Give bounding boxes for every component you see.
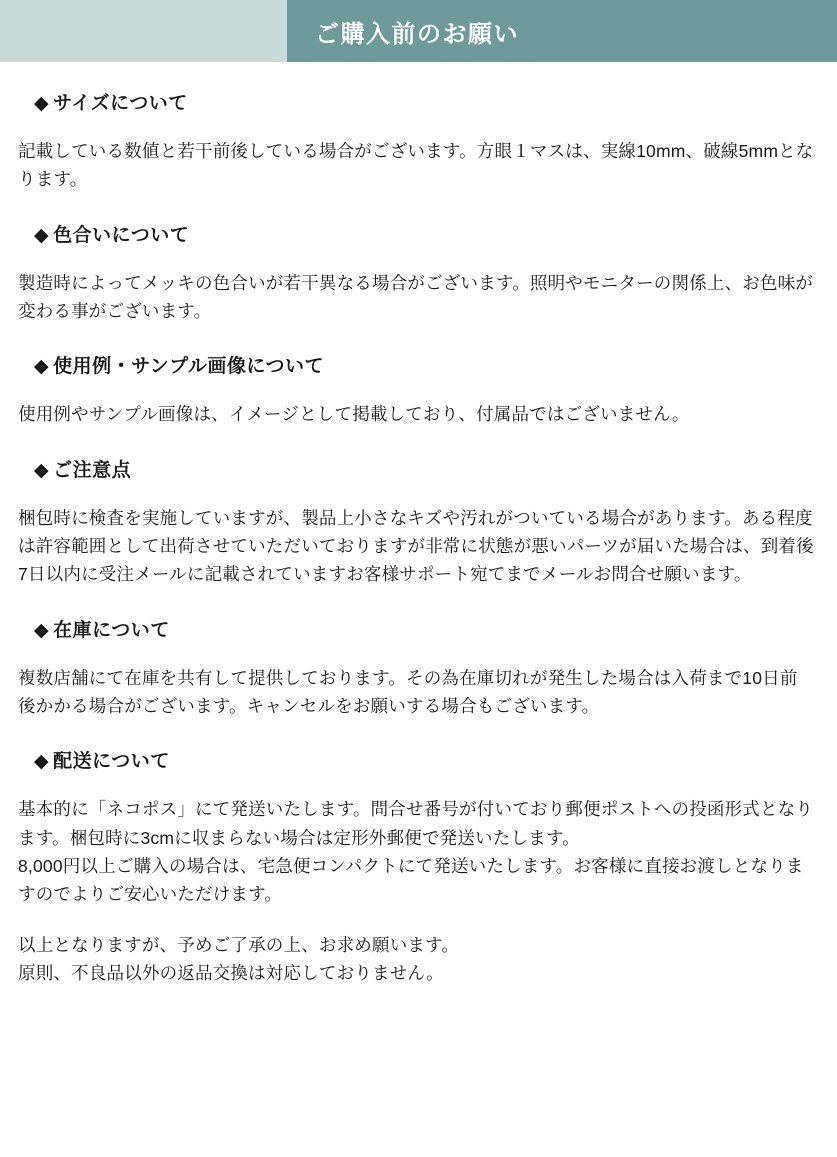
- diamond-icon: ◆: [34, 93, 50, 114]
- section-paragraph: 複数店舗にて在庫を共有して提供しております。その為在庫切れが発生した場合は入荷まで10日前後かかる場合がございます。キャンセルをお願いする場合もございます。: [18, 667, 798, 717]
- diamond-icon: ◆: [34, 224, 50, 246]
- section-heading: [18, 615, 819, 642]
- diamond-icon: ◆: [34, 356, 50, 378]
- closing-line: 以上となりますが、予めご了承の上、お求め願います。: [18, 934, 460, 955]
- section-body: [18, 269, 819, 326]
- section-heading-label: 配送について: [53, 751, 170, 773]
- section-sample-images: [18, 351, 819, 428]
- section-heading-label: ご注意点: [53, 459, 132, 481]
- closing-line: 原則、不良品以外の返品交換は対応しておりません。: [18, 963, 444, 984]
- section-body: [18, 137, 819, 194]
- section-paragraph: 梱包時に検査を実施していますが、製品上小さなキズや汚れがついている場合があります。ある程度は許容範囲として出荷させていただいておりますが非常に状態が悪いパーツが届いた場合は、到着後7日以内に受注メールに記載されていますお客様サポート宛てまでメールお問合せ願います。: [18, 507, 814, 585]
- section-body: [18, 504, 819, 589]
- section-cautions: [18, 455, 819, 589]
- header-accent-block: [0, 0, 287, 62]
- section-body: [18, 795, 819, 908]
- page-title: ご購入前のお願い: [315, 20, 519, 48]
- header-bar: [287, 0, 837, 62]
- section-heading-label: 在庫について: [53, 619, 170, 641]
- section-heading: [18, 220, 819, 247]
- section-heading: [18, 455, 819, 482]
- header-band: [0, 0, 837, 62]
- section-heading: [18, 746, 819, 773]
- section-heading-label: 使用例・サンプル画像について: [53, 356, 325, 378]
- section-heading-label: サイズについて: [53, 93, 188, 114]
- diamond-icon: ◆: [34, 459, 50, 481]
- section-paragraph: 8,000円以上ご購入の場合は、宅急便コンパクトにて発送いたします。お客様に直接お渡しとなりますのでよりご安心いただけます。: [18, 856, 804, 905]
- section-paragraph: 使用例やサンプル画像は、イメージとして掲載しており、付属品ではございません。: [18, 404, 690, 425]
- section-paragraph: 製造時によってメッキの色合いが若干異なる場合がございます。照明やモニターの関係上、お色味が変わる事がございます。: [18, 272, 814, 322]
- section-paragraph: 基本的に「ネコポス」にて発送いたします。問合せ番号が付いており郵便ポストへの投函形式となります。梱包時に3cmに収まらない場合は定形外郵便で発送いたします。: [18, 799, 814, 848]
- notice-content: [0, 62, 837, 988]
- section-color: [18, 220, 819, 326]
- section-heading: [18, 88, 819, 115]
- diamond-icon: ◆: [34, 751, 50, 773]
- section-body: [18, 400, 819, 428]
- section-size: [18, 88, 819, 194]
- section-heading: [18, 351, 819, 378]
- closing-note: [18, 931, 819, 988]
- diamond-icon: ◆: [34, 619, 50, 641]
- section-shipping: [18, 746, 819, 908]
- section-stock: [18, 615, 819, 721]
- section-paragraph: 記載している数値と若干前後している場合がございます。方眼１マスは、実線10mm、破線5mmとなります。: [18, 141, 814, 190]
- section-heading-label: 色合いについて: [53, 224, 190, 246]
- section-body: [18, 664, 819, 721]
